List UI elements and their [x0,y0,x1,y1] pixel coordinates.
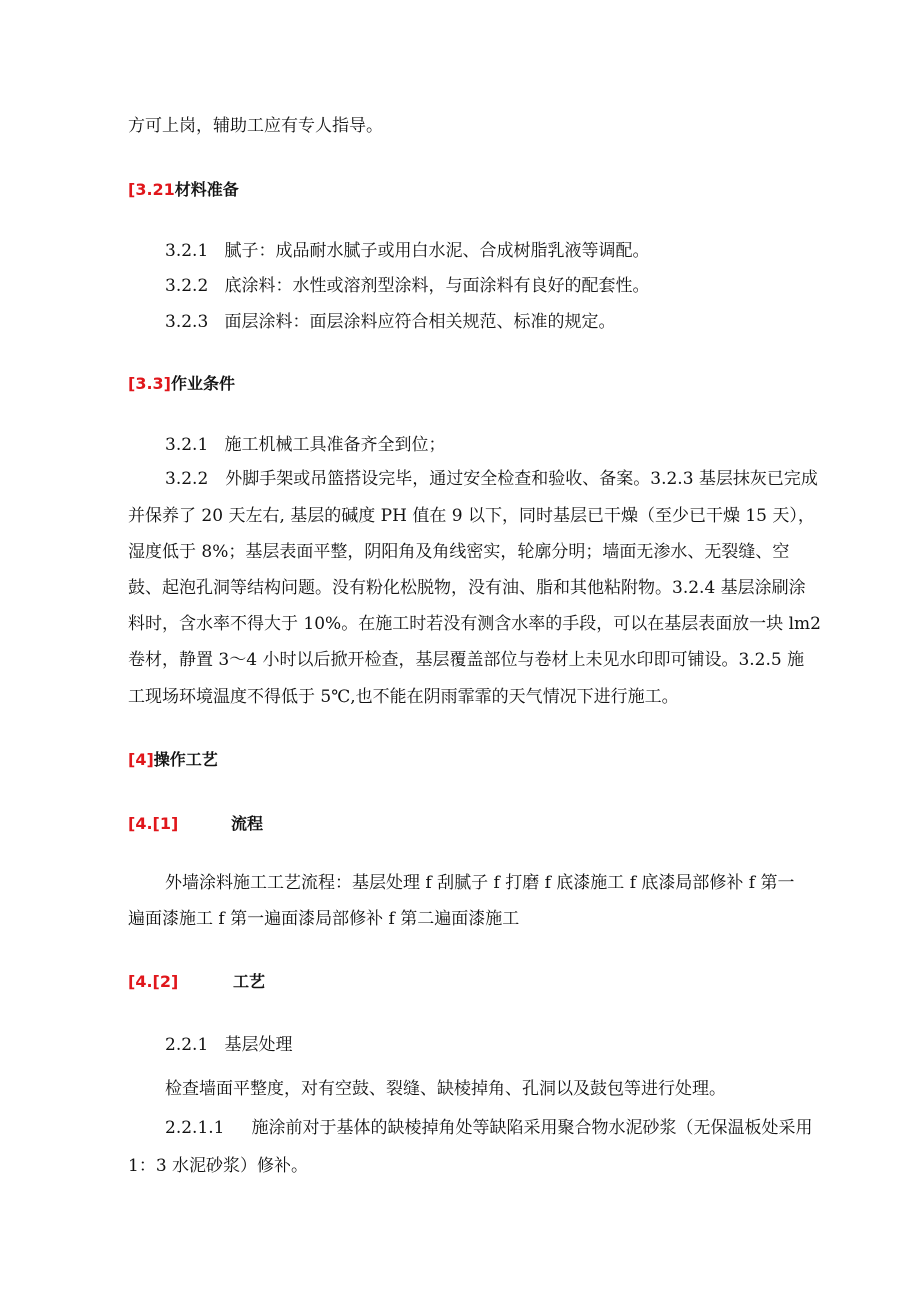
heading-4-1 [128,812,178,836]
item-number: 3.2.1 [165,241,209,261]
heading-4-title: 操作工艺 [153,750,218,769]
heading-4 [128,748,218,772]
item-text: 面层涂料：面层涂料应符合相关规范、标准的规定。 [224,312,616,332]
item-number: 3.2.2 [165,276,209,296]
heading-3-2-title: 材料准备 [174,180,239,199]
item-text: 施工机械工具准备齐全到位； [224,435,446,455]
flow-line-2: 遍面漆施工 f 第一遍面漆局部修补 f 第二遍面漆施工 [128,909,520,929]
para-line-3: 湿度低于 8%；基层表面平整，阴阳角及角线密实，轮廓分明；墙面无渗水、无裂缝、空 [128,542,790,562]
para-line-7: 工现场环境温度不得低于 5℃,也不能在阴雨霏霏的天气情况下进行施工。 [128,687,679,707]
item-text: 腻子：成品耐水腻子或用白水泥、合成树脂乳液等调配。 [224,241,650,261]
check-line: 检查墙面平整度，对有空鼓、裂缝、缺棱掉角、孔洞以及鼓包等进行处理。 [165,1079,726,1099]
para-line-2: 并保养了 20 天左右, 基层的碱度 PH 值在 9 以下，同时基层已干燥（至少已干燥 15 天）， [128,506,815,526]
item-3-2-1 [165,238,649,264]
item-number: 2.2.1 [165,1035,209,1055]
heading-4-2-title: 工艺 [233,972,266,991]
item-text: 基层处理 [224,1035,293,1055]
heading-3-2 [128,178,239,202]
heading-3-3-tag: [3.3] [128,374,171,393]
heading-4-1-tag: [4.[1] [128,814,179,833]
heading-4-tag: [4] [128,750,154,769]
item-number: 3.2.3 [165,312,209,332]
item-number: 3.2.1 [165,435,209,455]
item-2-2-1-1 [165,1115,813,1141]
sub-2-2-1 [165,1032,292,1058]
heading-4-2-tag: [4.[2] [128,972,179,991]
para-line-5: 料时，含水率不得大于 10%。在施工时若没有测含水率的手段，可以在基层表面放一块 lm2 [128,614,821,634]
cont-line: 1：3 水泥砂浆）修补。 [128,1156,309,1176]
para-line-6: 卷材，静置 3～4 小时以后掀开检查，基层覆盖部位与卷材上未见水印即可铺设。3.2.5 施 [128,650,805,670]
item-number: 2.2.1.1 [165,1118,225,1138]
heading-4-2 [128,970,178,994]
item-3-2-3 [165,309,615,335]
item-text: 施涂前对于基体的缺棱掉角处等缺陷采用聚合物水泥砂浆（无保温板处采用 [251,1118,813,1138]
flow-line-1: 外墙涂料施工工艺流程：基层处理 f 刮腻子 f 打磨 f 底漆施工 f 底漆局部修补 f 第一 [165,873,795,893]
para-line-1: 3.2.2 外脚手架或吊篮搭设完毕，通过安全检查和验收、备案。3.2.3 基层抹灰已完成 [165,469,818,489]
item-3-2-2 [165,273,649,299]
item-text: 底涂料：水性或溶剂型涂料，与面涂料有良好的配套性。 [224,276,650,296]
heading-3-3-title: 作业条件 [170,374,235,393]
heading-3-3 [128,372,235,396]
heading-4-1-title: 流程 [231,814,264,833]
item-3-3-1 [165,432,445,458]
para-line-4: 鼓、起泡孔洞等结构问题。没有粉化松脱物，没有油、脂和其他粘附物。3.2.4 基层涂刷涂 [128,578,806,598]
intro-line: 方可上岗，辅助工应有专人指导。 [128,116,383,136]
heading-3-2-tag: [3.21 [128,180,175,199]
